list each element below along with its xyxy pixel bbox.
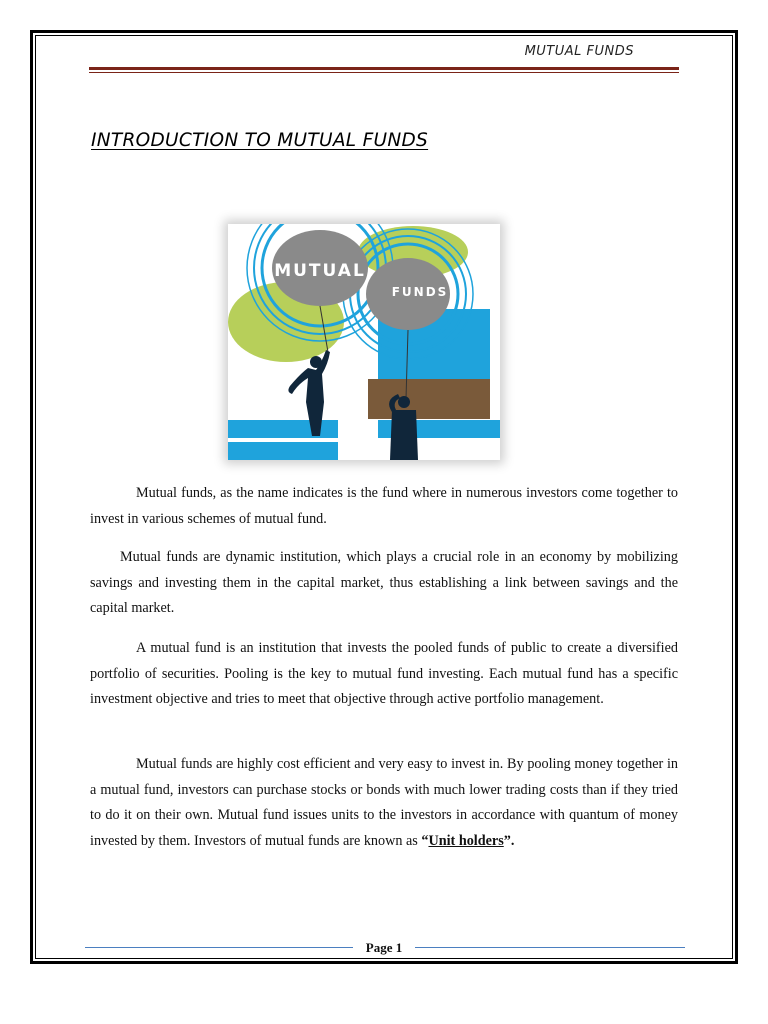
brown-panel [368,379,490,419]
balloon-left-text: MUTUAL [274,261,366,281]
mutual-funds-illustration [228,224,500,460]
blue-stripe-lower [228,442,338,460]
unit-holders-term: Unit holders [428,832,504,849]
page-title: INTRODUCTION TO MUTUAL FUNDS [91,130,429,151]
paragraph-2: Mutual funds are dynamic institution, which plays a crucial role in an economy by mobilizing savings and investing them in the capital market, thus establishing a link between savings and the capital market. [90,549,678,616]
balloon-right-text: FUNDS [391,285,449,299]
paragraph-4: Mutual funds are highly cost efficient and very easy to invest in. By pooling money together in a mutual fund, investors can purchase stocks or bonds with much lower trading costs than if they tried to do it on their own. Mutual fund issues units to the investors in accordance with quantum of money invested by them. Investors of mutual funds are known as “Unit holders”. [90,756,678,849]
footer-rule-right [415,947,685,948]
page-number: Page 1 [365,940,403,955]
footer-rule-left [85,947,353,948]
paragraph-1: Mutual funds, as the name indicates is the fund where in numerous investors come together to invest in various schemes of mutual fund. [90,485,678,527]
header-rule-thin [89,72,679,73]
running-header: MUTUAL FUNDS [524,44,634,59]
header-rule [89,67,679,70]
paragraph-3: A mutual fund is an institution that invests the pooled funds of public to create a diversified portfolio of securities. Pooling is the key to mutual fund investing. Each mutual fund has a specific investment objective and tries to meet that objective through active portfolio management. [90,640,678,707]
white-stripe [338,420,378,438]
